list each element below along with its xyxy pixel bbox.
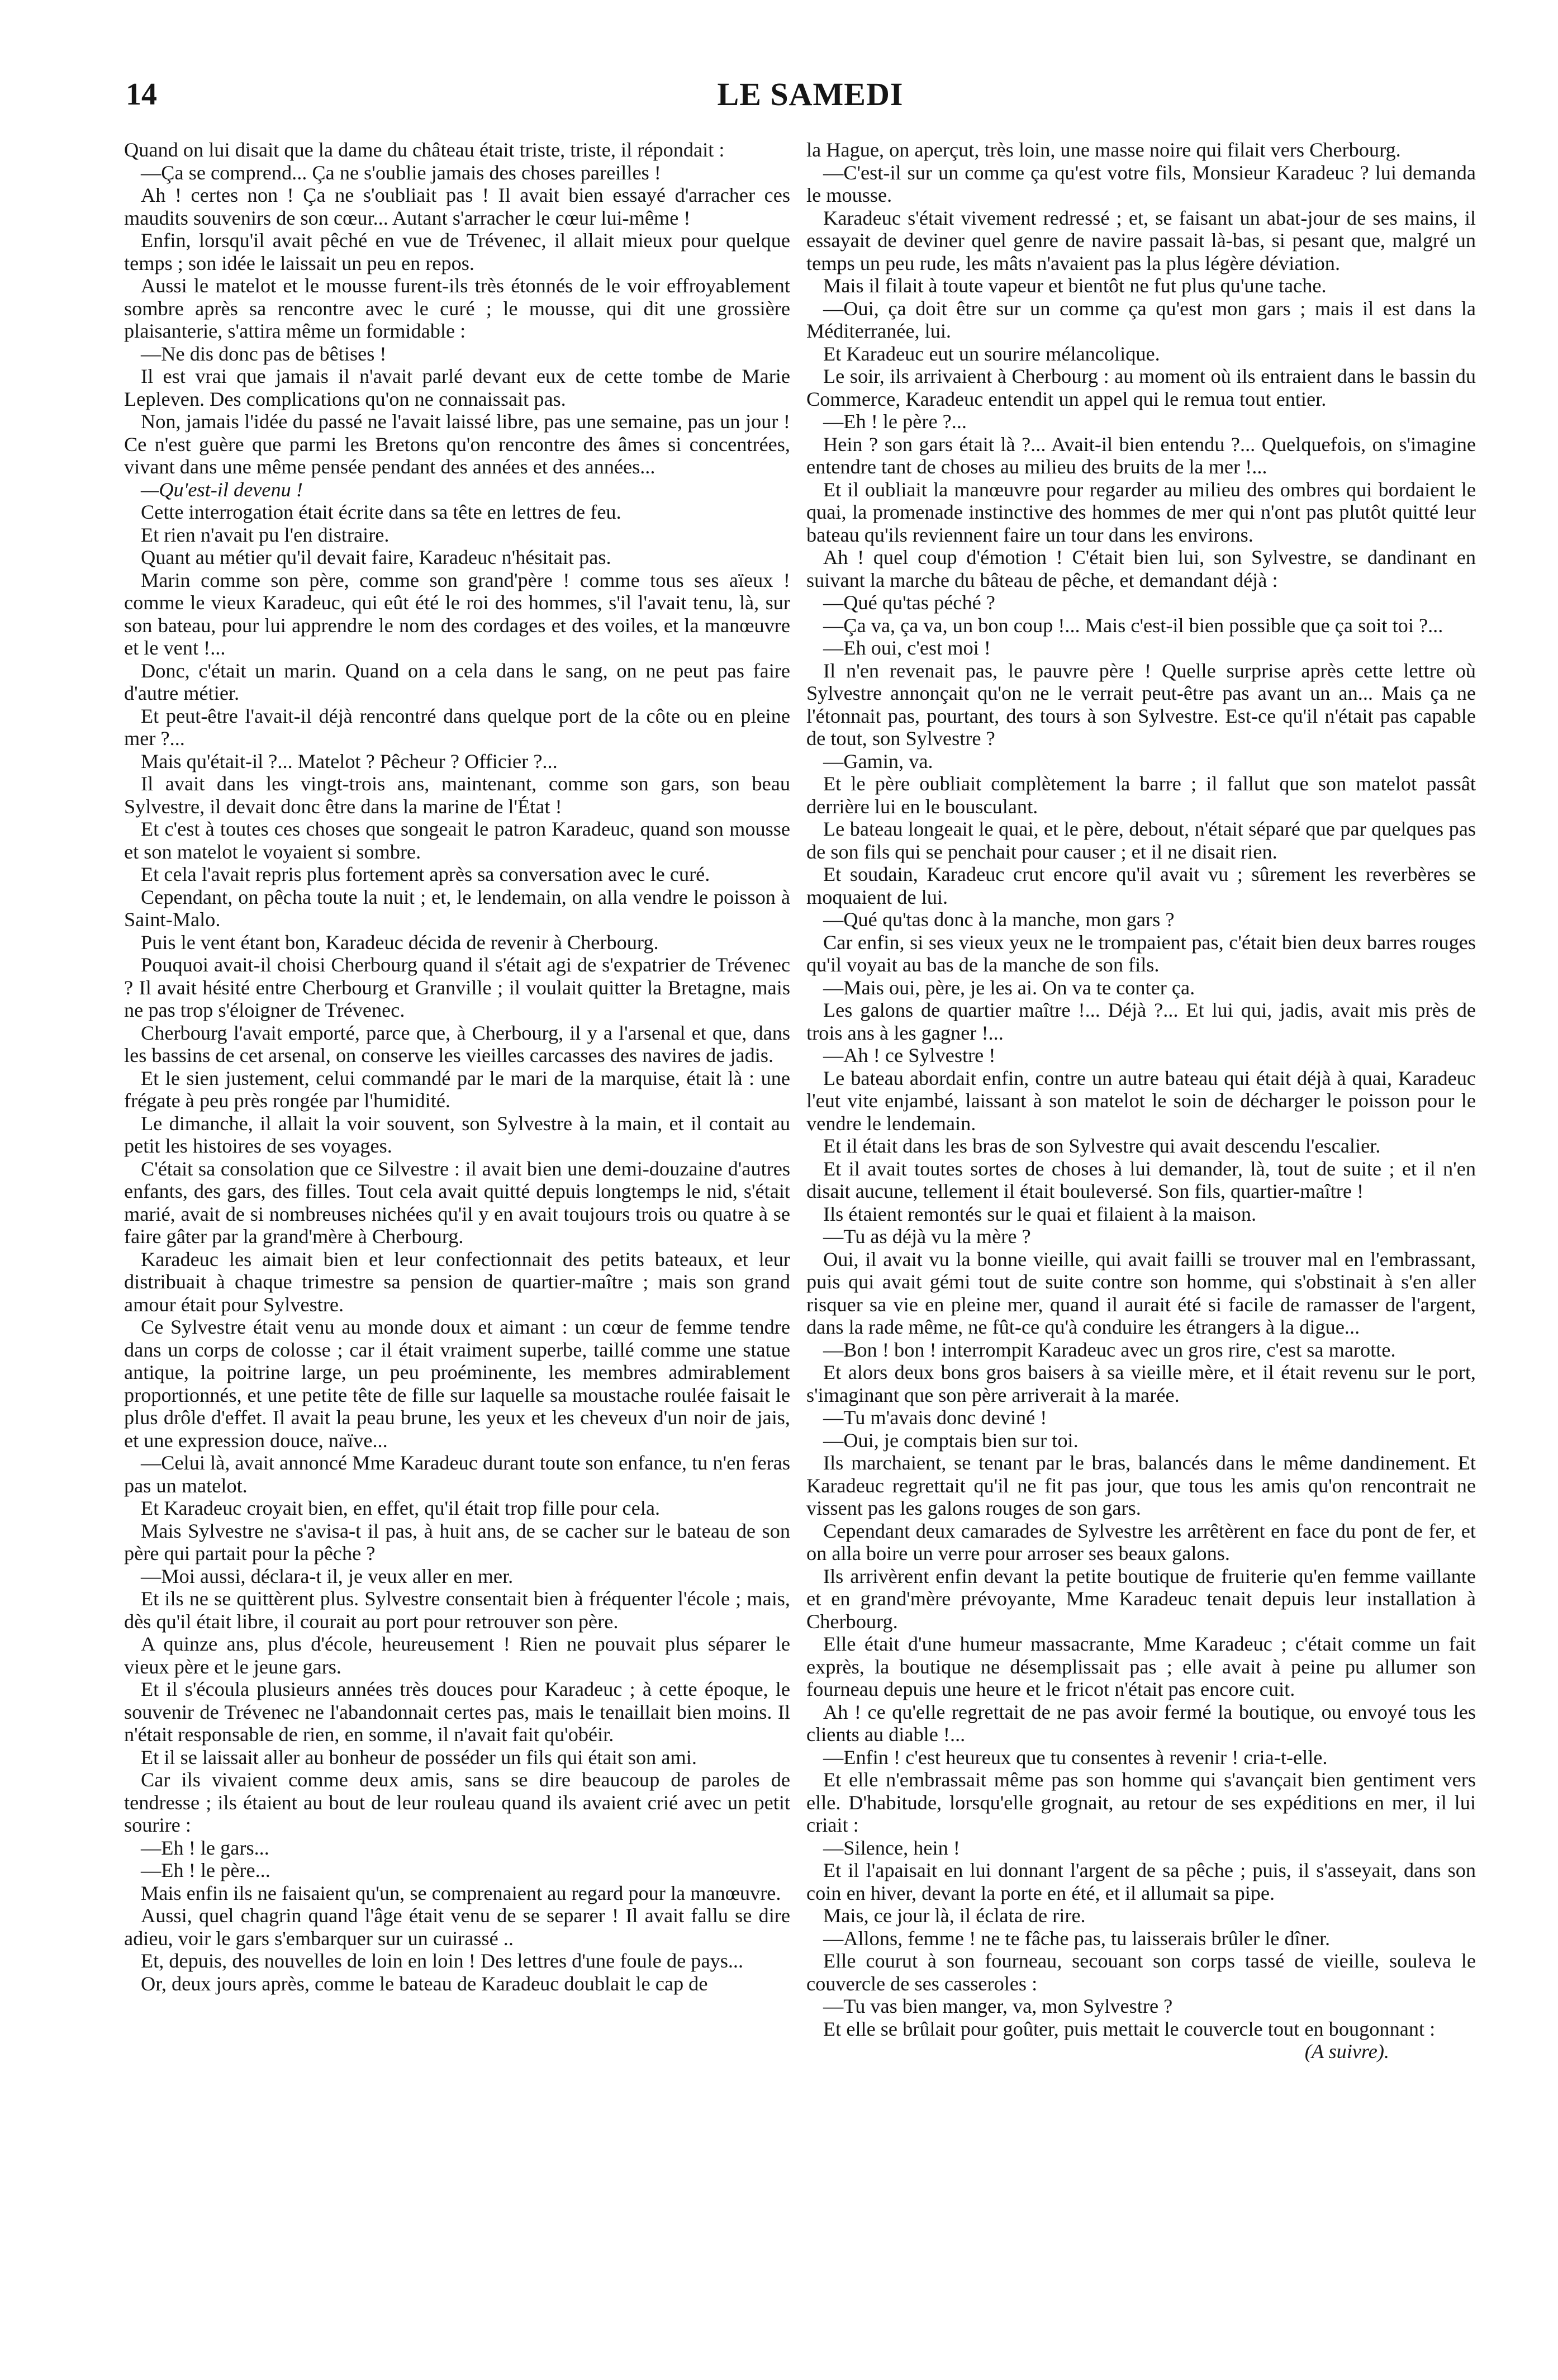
paragraph: —Tu as déjà vu la mère ? (823, 1225, 1031, 1248)
paragraph: Et peut-être l'avait-il déjà rencontré dans quelque port de la côte ou en pleine mer ?... (124, 704, 790, 750)
running-title: LE SAMEDI (717, 76, 904, 112)
paragraph: —Qu'est-il devenu ! (141, 478, 303, 501)
paragraph: —Oui, ça doit être sur un comme ça qu'est mon gars ; mais il est dans la Méditerranée, lui. (806, 297, 1476, 342)
paragraph: A quinze ans, plus d'école, heureusement ! Rien ne pouvait plus séparer le vieux père et le jeune gars. (124, 1633, 790, 1678)
paragraph: Non, jamais l'idée du passé ne l'avait laissé libre, pas une semaine, pas un jour ! Ce n'est guère que parmi les Bretons qu'on rencontre des âmes si concentrées, vivant dans une même pensée pendant des années et des années... (124, 410, 790, 478)
paragraph: Et il avait toutes sortes de choses à lui demander, là, tout de suite ; et il n'en disait aucune, tellement il était bouleversé. Son fils, quartier-maître ! (806, 1157, 1476, 1202)
paragraph: Et il s'écoula plusieurs années très douces pour Karadeuc ; à cette époque, le souvenir de Trévenec ne l'abandonnait certes pas, mais le tenaillait bien moins. Il n'était responsable de rien, en somme, il n'avait fait qu'obéir. (124, 1678, 790, 1746)
paragraph: Cependant, on pêcha toute la nuit ; et, le lendemain, on alla vendre le poisson à Saint-Malo. (124, 885, 790, 931)
paragraph: —Ça va, ça va, un bon coup !... Mais c'est-il bien possible que ça soit toi ?... (823, 614, 1443, 637)
paragraph: Et Karadeuc eut un sourire mélancolique. (823, 342, 1160, 365)
paragraph: Et le sien justement, celui commandé par le mari de la marquise, était là : une frégate à peu près rongée par l'humidité. (124, 1066, 790, 1112)
page-number: 14 (126, 77, 157, 112)
paragraph: Cherbourg l'avait emporté, parce que, à Cherbourg, il y a l'arsenal et que, dans les bassins de cet arsenal, on conserve les vieilles carcasses des navires de jadis. (124, 1021, 790, 1066)
paragraph: Cette interrogation était écrite dans sa tête en lettres de feu. (141, 501, 621, 523)
paragraph: Et elle se brûlait pour goûter, puis mettait le couvercle tout en bougonnant : (823, 2017, 1436, 2040)
paragraph: Et cela l'avait repris plus fortement après sa conversation avec le curé. (141, 863, 710, 885)
paragraph: Et il l'apaisait en lui donnant l'argent de sa pêche ; puis, il s'asseyait, dans son coin en hiver, devant la porte en été, et il allumait sa pipe. (806, 1859, 1476, 1904)
paragraph: C'était sa consolation que ce Silvestre : il avait bien une demi-douzaine d'autres enfants, des gars, des filles. Tout cela avait quitté depuis longtemps le nid, s'était marié, avait de si nombreuses nichées qu'il y en avait toujours trois ou quatre à se faire gâter par la grand'mère à Cherbourg. (124, 1157, 790, 1248)
paragraph: Et alors deux bons gros baisers à sa vieille mère, et il était revenu sur le port, s'imaginant que son père arriverait à la marée. (806, 1361, 1476, 1406)
to-be-continued-note: (A suivre). (1304, 2040, 1389, 2063)
paragraph: Mais qu'était-il ?... Matelot ? Pêcheur ? Officier ?... (141, 750, 558, 772)
paragraph: —Qué qu'tas péché ? (823, 591, 995, 614)
paragraph: —Mais oui, père, je les ai. On va te conter ça. (823, 976, 1195, 999)
paragraph: Donc, c'était un marin. Quand on a cela dans le sang, on ne peut pas faire d'autre métier. (124, 659, 790, 704)
paragraph: Car ils vivaient comme deux amis, sans se dire beaucoup de paroles de tendresse ; ils étaient au bout de leur rouleau quand ils avaient crié avec un petit sourire : (124, 1769, 790, 1836)
paragraph: Mais il filait à toute vapeur et bientôt ne fut plus qu'une tache. (823, 274, 1327, 297)
paragraph: Le bateau longeait le quai, et le père, debout, n'était séparé que par quelques pas de son fils qui se penchait pour causer ; et il ne disait rien. (806, 818, 1476, 863)
paragraph: Le soir, ils arrivaient à Cherbourg : au moment où ils entraient dans le bassin du Commerce, Karadeuc entendit un appel qui le remua tout entier. (806, 365, 1476, 410)
paragraph: Marin comme son père, comme son grand'père ! comme tous ses aïeux ! comme le vieux Karadeuc, qui eût été le roi des hommes, s'il l'avait tenu, là, sur son bateau, pour lui apprendre le nom des cordages et des voiles, et la manœuvre et le vent !... (124, 568, 790, 659)
paragraph: —Gamin, va. (823, 750, 933, 772)
paragraph: Car enfin, si ses vieux yeux ne le trompaient pas, c'était bien deux barres rouges qu'il voyait au bas de la manche de son fils. (806, 931, 1476, 976)
paragraph: Les galons de quartier maître !... Déjà ?... Et lui qui, jadis, avait mis près de trois ans à les gagner !... (806, 999, 1476, 1044)
paragraph: —C'est-il sur un comme ça qu'est votre fils, Monsieur Karadeuc ? lui demanda le mousse. (806, 161, 1476, 206)
paragraph: Il n'en revenait pas, le pauvre père ! Quelle surprise après cette lettre où Sylvestre annonçait qu'on ne le verrait peut-être pas avant un an... Mais ça ne l'étonnait pas, pourtant, des tours à son Sylvestre. Est-ce qu'il n'était pas capable de tout, son Sylvestre ? (806, 659, 1476, 750)
paragraph: —Ah ! ce Sylvestre ! (823, 1044, 996, 1066)
paragraph: Aussi le matelot et le mousse furent-ils très étonnés de le voir effroyablement sombre après sa rencontre avec le curé ; le mousse, qui dit une grossière plaisanterie, s'attira même un formidable : (124, 274, 790, 342)
paragraph: —Enfin ! c'est heureux que tu consentes à revenir ! cria-t-elle. (823, 1746, 1328, 1769)
paragraph: —Tu m'avais donc deviné ! (823, 1406, 1047, 1429)
paragraph: —Eh ! le père... (141, 1859, 270, 1881)
paragraph: Et soudain, Karadeuc crut encore qu'il avait vu ; sûrement les reverbères se moquaient de lui. (806, 863, 1476, 908)
paragraph: Et rien n'avait pu l'en distraire. (141, 523, 390, 546)
paragraph: —Silence, hein ! (823, 1836, 960, 1859)
paragraph: —Tu vas bien manger, va, mon Sylvestre ? (823, 1995, 1173, 2017)
paragraph: Ah ! certes non ! Ça ne s'oubliait pas ! Il avait bien essayé d'arracher ces maudits souvenirs de son cœur... Autant s'arracher le cœur lui-même ! (124, 184, 790, 229)
paragraph: Karadeuc s'était vivement redressé ; et, se faisant un abat-jour de ses mains, il essayait de deviner quel genre de navire passait là-bas, si pesant que, malgré un temps un peu rude, les mâts n'avaient pas la plus légère déviation. (806, 206, 1476, 274)
paragraph: Ils arrivèrent enfin devant la petite boutique de fruiterie qu'en femme vaillante et en grand'mère prévoyante, Mme Karadeuc tenait depuis leur installation à Cherbourg. (806, 1564, 1476, 1633)
paragraph: —Eh ! le père ?... (823, 410, 967, 433)
paragraph: Et, depuis, des nouvelles de loin en loin ! Des lettres d'une foule de pays... (141, 1950, 744, 1972)
paragraph: Mais, ce jour là, il éclata de rire. (823, 1904, 1086, 1927)
paragraph: Et il se laissait aller au bonheur de posséder un fils qui était son ami. (141, 1746, 697, 1769)
paragraph: —Oui, je comptais bien sur toi. (823, 1429, 1079, 1452)
paragraph: Et Karadeuc croyait bien, en effet, qu'il était trop fille pour cela. (141, 1497, 661, 1519)
paragraph: Et il oubliait la manœuvre pour regarder au milieu des ombres qui bordaient le quai, la promenade instinctive des hommes de mer qui n'ont pas plutôt quitté leur bateau qu'ils reviennent faire un tour dans les environs. (806, 478, 1476, 546)
paragraph: Ils marchaient, se tenant par le bras, balancés dans le même dandinement. Et Karadeuc regrettait qu'il ne fit pas jour, que tous les amis qu'on rencontrait ne vissent pas les galons rouges de son gars. (806, 1452, 1476, 1519)
paragraph: Cependant deux camarades de Sylvestre les arrêtèrent en face du pont de fer, et on alla boire un verre pour arroser ses beaux galons. (806, 1519, 1476, 1564)
paragraph: Mais enfin ils ne faisaient qu'un, se comprenaient au regard pour la manœuvre. (141, 1881, 781, 1904)
paragraph: Ce Sylvestre était venu au monde doux et aimant : un cœur de femme tendre dans un corps de colosse ; car il était vraiment superbe, taillé comme une statue antique, la poitrine large, un peu proéminente, les membres admirablement proportionnés, et une petite tête de fille sur laquelle sa moustache roulée faisait le plus drôle d'effet. Il avait la peau brune, les yeux et les cheveux d'un noir de jais, et une expression douce, naïve... (124, 1316, 790, 1452)
paragraph: Et le père oubliait complètement la barre ; il fallut que son matelot passât derrière lui en le bousculant. (806, 772, 1476, 818)
paragraph: —Allons, femme ! ne te fâche pas, tu laisserais brûler le dîner. (823, 1927, 1331, 1950)
paragraph: Et ils ne se quittèrent plus. Sylvestre consentait bien à fréquenter l'école ; mais, dès qu'il était libre, il courait au port pour retrouver son père. (124, 1587, 790, 1633)
right-text-column (806, 139, 1476, 2363)
paragraph: —Celui là, avait annoncé Mme Karadeuc durant toute son enfance, tu n'en feras pas un matelot. (124, 1452, 790, 1497)
paragraph: Or, deux jours après, comme le bateau de Karadeuc doublait le cap de (141, 1972, 708, 1995)
paragraph: Le bateau abordait enfin, contre un autre bateau qui était déjà à quai, Karadeuc l'eut vite enjambé, laissant à son matelot le soin de décharger le poisson pour le vendre le lendemain. (806, 1066, 1476, 1135)
paragraph: Oui, il avait vu la bonne vieille, qui avait failli se trouver mal en l'embrassant, puis qui avait gémi tout de suite contre son homme, qui s'obstinait à s'en aller risquer sa vie en pleine mer, quand il aurait été si facile de ramasser de l'argent, dans la rade même, ne fût-ce qu'à conduire les étrangers à la digue... (806, 1248, 1476, 1338)
paragraph: Aussi, quel chagrin quand l'âge était venu de se separer ! Il avait fallu se dire adieu, voir le gars s'embarquer sur un cuirassé .. (124, 1904, 790, 1950)
paragraph: Puis le vent étant bon, Karadeuc décida de revenir à Cherbourg. (141, 931, 659, 954)
paragraph: Et c'est à toutes ces choses que songeait le patron Karadeuc, quand son mousse et son matelot le voyaient si sombre. (124, 818, 790, 863)
paragraph: Il est vrai que jamais il n'avait parlé devant eux de cette tombe de Marie Lepleven. Des complications qu'on ne connaissait pas. (124, 365, 790, 410)
paragraph: Le dimanche, il allait la voir souvent, son Sylvestre à la main, et il contait au petit les histoires de ses voyages. (124, 1112, 790, 1157)
paragraph: —Qué qu'tas donc à la manche, mon gars ? (823, 908, 1175, 931)
paragraph: —Eh ! le gars... (141, 1836, 269, 1859)
paragraph: Et il était dans les bras de son Sylvestre qui avait descendu l'escalier. (823, 1135, 1381, 1157)
paragraph: Il avait dans les vingt-trois ans, maintenant, comme son gars, son beau Sylvestre, il devait donc être dans la marine de l'État ! (124, 772, 790, 818)
paragraph: Elle courut à son fourneau, secouant son corps tassé de vieille, souleva le couvercle de ses casseroles : (806, 1950, 1476, 1995)
paragraph: Et elle n'embrassait même pas son homme qui s'avançait bien gentiment vers elle. D'habitude, lorsqu'elle grognait, au retour de ses expéditions en mer, il lui criait : (806, 1769, 1476, 1836)
paragraph: —Bon ! bon ! interrompit Karadeuc avec un gros rire, c'est sa marotte. (823, 1338, 1396, 1361)
paragraph: Quand on lui disait que la dame du château était triste, triste, il répondait : (124, 139, 725, 161)
paragraph: Ils étaient remontés sur le quai et filaient à la maison. (823, 1202, 1257, 1225)
paragraph: Pouquoi avait-il choisi Cherbourg quand il s'était agi de s'expatrier de Trévenec ? Il avait hésité entre Cherbourg et Granville ; il voulait quitter la Bretagne, mais ne pas trop s'éloigner de Trévenec. (124, 954, 790, 1021)
paragraph: Hein ? son gars était là ?... Avait-il bien entendu ?... Quelquefois, on s'imagine entendre tant de choses au milieu des bruits de la mer !... (806, 433, 1476, 478)
paragraph: Elle était d'une humeur massacrante, Mme Karadeuc ; c'était comme un fait exprès, la boutique ne désemplissait pas ; elle avait à peine pu allumer son fourneau depuis une heure et le fricot n'était pas encore cuit. (806, 1633, 1476, 1700)
paragraph: Karadeuc les aimait bien et leur confectionnait des petits bateaux, et leur distribuait à chaque trimestre sa pension de quartier-maître ; mais son grand amour était pour Sylvestre. (124, 1248, 790, 1316)
paragraph: —Ça se comprend... Ça ne s'oublie jamais des choses pareilles ! (141, 161, 661, 184)
paragraph: —Moi aussi, déclara-t il, je veux aller en mer. (141, 1564, 514, 1587)
paragraph: —Eh oui, c'est moi ! (823, 637, 991, 659)
paragraph: Mais Sylvestre ne s'avisa-t il pas, à huit ans, de se cacher sur le bateau de son père qui partait pour la pêche ? (124, 1519, 790, 1564)
left-text-column (124, 139, 790, 2363)
paragraph: Ah ! quel coup d'émotion ! C'était bien lui, son Sylvestre, se dandinant en suivant la marche du bâteau de pêche, et demandant déjà : (806, 546, 1476, 591)
paragraph: Quant au métier qu'il devait faire, Karadeuc n'hésitait pas. (141, 546, 611, 568)
paragraph: —Ne dis donc pas de bêtises ! (141, 342, 387, 365)
paragraph: Ah ! ce qu'elle regrettait de ne pas avoir fermé la boutique, ou envoyé tous les clients au diable !... (806, 1700, 1476, 1746)
paragraph: la Hague, on aperçut, très loin, une masse noire qui filait vers Cherbourg. (806, 139, 1401, 161)
paragraph: Enfin, lorsqu'il avait pêché en vue de Trévenec, il allait mieux pour quelque temps ; son idée le laissait un peu en repos. (124, 229, 790, 274)
